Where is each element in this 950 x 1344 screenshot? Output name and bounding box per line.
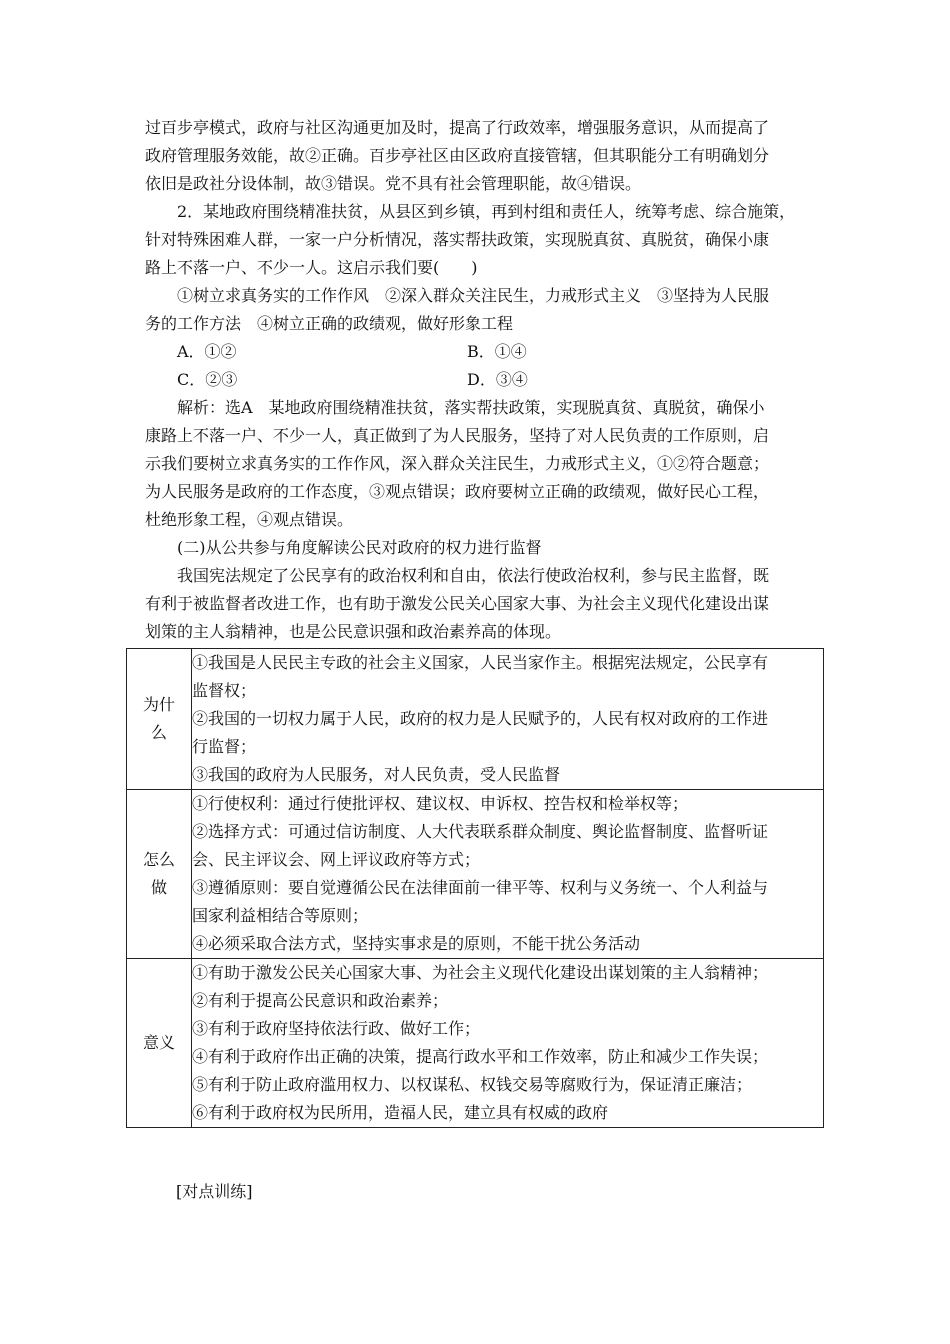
row-body-meaning (192, 959, 824, 1128)
section-para-line: 我国宪法规定了公民享有的政治权利和自由，依法行使政治权利，参与民主监督，既 (177, 566, 770, 585)
analysis-line: 杜绝形象工程，④观点错误。 (145, 510, 354, 529)
row-body-how (192, 790, 824, 959)
table-row (127, 959, 824, 1128)
section-para-line: 有利于被监督者改进工作，也有助于激发公民关心国家大事、为社会主义现代化建设出谋 (145, 594, 770, 613)
question-items-line: 务的工作方法 ④树立正确的政绩观，做好形象工程 (145, 314, 514, 333)
table-line: ③有利于政府坚持依法行政、做好工作； (192, 1019, 481, 1038)
row-head-label: 意义 (142, 1033, 175, 1052)
table-line: ④必须采取合法方式，坚持实事求是的原则，不能干扰公务活动 (192, 934, 641, 953)
table-line: ①有助于激发公民关心国家大事、为社会主义现代化建设出谋划策的主人翁精神； (192, 963, 769, 982)
table-row (127, 649, 824, 790)
document-body (145, 114, 825, 646)
intro-line: 过百步亭模式，政府与社区沟通更加及时，提高了行政效率，增强服务意识，从而提高了 (145, 118, 770, 137)
analysis-line: 解析：选A 某地政府围绕精准扶贫，落实帮扶政策，实现脱真贫、真脱贫，确保小 (177, 398, 765, 417)
option-c: C．②③ (177, 370, 238, 389)
row-head-how (127, 790, 192, 959)
row-head-meaning (127, 959, 192, 1128)
table-line: 会、民主评议会、网上评议政府等方式； (192, 850, 481, 869)
question-stem-line: 针对特殊困难人群，一家一户分析情况，落实帮扶政策，实现脱真贫、真脱贫，确保小康 (145, 230, 770, 249)
table-line: ④有利于政府作出正确的决策，提高行政水平和工作效率，防止和减少工作失误； (192, 1047, 769, 1066)
question-items-line: ①树立求真务实的工作作风 ②深入群众关注民生，力戒形式主义 ③坚持为人民服 (177, 286, 770, 305)
row-head-label: 怎么做 (142, 850, 175, 897)
analysis-line: 为人民服务是政府的工作态度，③观点错误；政府要树立正确的政绩观，做好民心工程， (145, 482, 770, 501)
options-row (145, 366, 825, 394)
table-line: ③遵循原则：要自觉遵循公民在法律面前一律平等、权利与义务统一、个人利益与 (192, 878, 769, 897)
section-title: (二)从公共参与角度解读公民对政府的权力进行监督 (177, 538, 542, 557)
table-line: ①行使权利：通过行使批评权、建议权、申诉权、控告权和检举权等； (192, 794, 689, 813)
row-head-why (127, 649, 192, 790)
section-para-line: 划策的主人翁精神，也是公民意识强和政治素养高的体现。 (145, 622, 562, 641)
table-line: ②选择方式：可通过信访制度、人大代表联系群众制度、舆论监督制度、监督听证 (192, 822, 769, 841)
table-line: 行监督； (192, 737, 257, 756)
row-head-label: 为什么 (142, 695, 175, 742)
options-row (145, 338, 825, 366)
question-stem-line: 2．某地政府围绕精准扶贫，从县区到乡镇，再到村组和责任人，统筹考虑、综合施策， (177, 202, 796, 221)
option-a: A．①② (177, 342, 237, 361)
table-row (127, 790, 824, 959)
table-line: 国家利益相结合等原则； (192, 906, 369, 925)
option-b: B．①④ (467, 342, 527, 361)
table-line: ③我国的政府为人民服务，对人民负责，受人民监督 (192, 765, 561, 784)
table-line: ②有利于提高公民意识和政治素养； (192, 991, 449, 1010)
row-body-why (192, 649, 824, 790)
training-label: [对点训练] (176, 1182, 253, 1201)
intro-line: 依旧是政社分设体制，故③错误。党不具有社会管理职能，故④错误。 (145, 174, 642, 193)
analysis-line: 康路上不落一户、不少一人，真正做到了为人民服务，坚持了对人民负责的工作原则，启 (145, 426, 770, 445)
supervision-table (126, 648, 824, 1128)
table-line: 监督权； (192, 681, 257, 700)
table-line: ①我国是人民民主专政的社会主义国家，人民当家作主。根据宪法规定，公民享有 (192, 653, 769, 672)
table-line: ⑥有利于政府权为民所用，造福人民，建立具有权威的政府 (192, 1103, 609, 1122)
table-line: ⑤有利于防止政府滥用权力、以权谋私、权钱交易等腐败行为，保证清正廉洁； (192, 1075, 753, 1094)
option-d: D．③④ (467, 370, 528, 389)
table-line: ②我国的一切权力属于人民，政府的权力是人民赋予的，人民有权对政府的工作进 (192, 709, 769, 728)
analysis-line: 示我们要树立求真务实的工作作风，深入群众关注民生，力戒形式主义，①②符合题意； (145, 454, 770, 473)
question-stem-line: 路上不落一户、不少一人。这启示我们要( ) (145, 258, 478, 277)
intro-line: 政府管理服务效能，故②正确。百步亭社区由区政府直接管辖，但其职能分工有明确划分 (145, 146, 770, 165)
